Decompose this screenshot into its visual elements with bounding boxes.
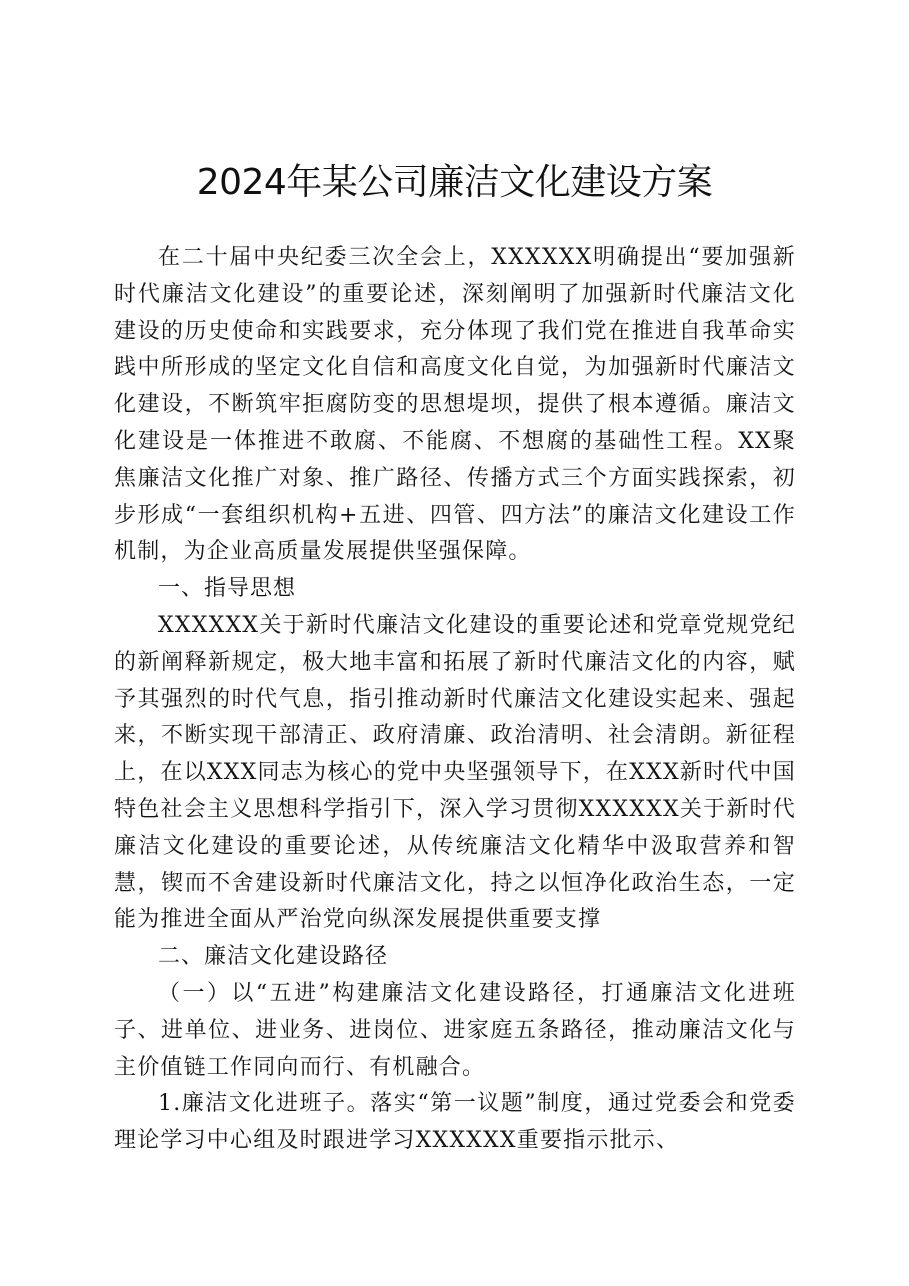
five-entries-paragraph: （一）以“五进”构建廉洁文化建设路径，打通廉洁文化进班子、进单位、进业务、进岗位、进家庭五条路径，推动廉洁文化与主价值链工作同向而行、有机融合。 — [114, 980, 796, 1080]
guiding-ideology-paragraph: XXXXXX关于新时代廉洁文化建设的重要论述和党章党规党纪的新阐释新规定，极大地丰富和拓展了新时代廉洁文化的内容，赋予其强烈的时代气息，指引推动新时代廉洁文化建设实起来、强起来，不断实现干部清正、政府清廉、政治清明、社会清朗。新征程上，在以XXX同志为核心的党中央坚强领导下，在XXX新时代中国特色社会主义思想科学指引下，深入学习贯彻XXXXXX关于新时代廉洁文化建设的重要论述，从传统廉洁文化精华中汲取营养和智慧，锲而不舍建设新时代廉洁文化，持之以恒净化政治生态，一定能为推进全面从严治党向纵深发展提供重要支撑 — [114, 612, 796, 933]
leadership-item-paragraph: 1.廉洁文化进班子。落实“第一议题”制度，通过党委会和党委理论学习中心组及时跟进学习XXXXXX重要指示批示、 — [114, 1091, 796, 1154]
intro-paragraph: 在二十届中央纪委三次全会上，XXXXXX明确提出“要加强新时代廉洁文化建设”的重要论述，深刻阐明了加强新时代廉洁文化建设的历史使命和实践要求，充分体现了我们党在推进自我革命实践中所形成的坚定文化自信和高度文化自觉，为加强新时代廉洁文化建设，不断筑牢拒腐防变的思想堤坝，提供了根本遵循。廉洁文化建设是一体推进不敢腐、不能腐、不想腐的基础性工程。XX聚焦廉洁文化推广对象、推广路径、传播方式三个方面实践探索，初步形成“一套组织机构+五进、四管、四方法”的廉洁文化建设工作机制，为企业高质量发展提供坚强保障。 — [114, 245, 796, 565]
document-body — [114, 240, 796, 1160]
section-heading-guiding-ideology: 一、指导思想 — [158, 576, 297, 602]
section-heading-construction-path: 二、廉洁文化建设路径 — [158, 944, 389, 970]
document-title: 2024年某公司廉洁文化建设方案 — [196, 162, 713, 203]
